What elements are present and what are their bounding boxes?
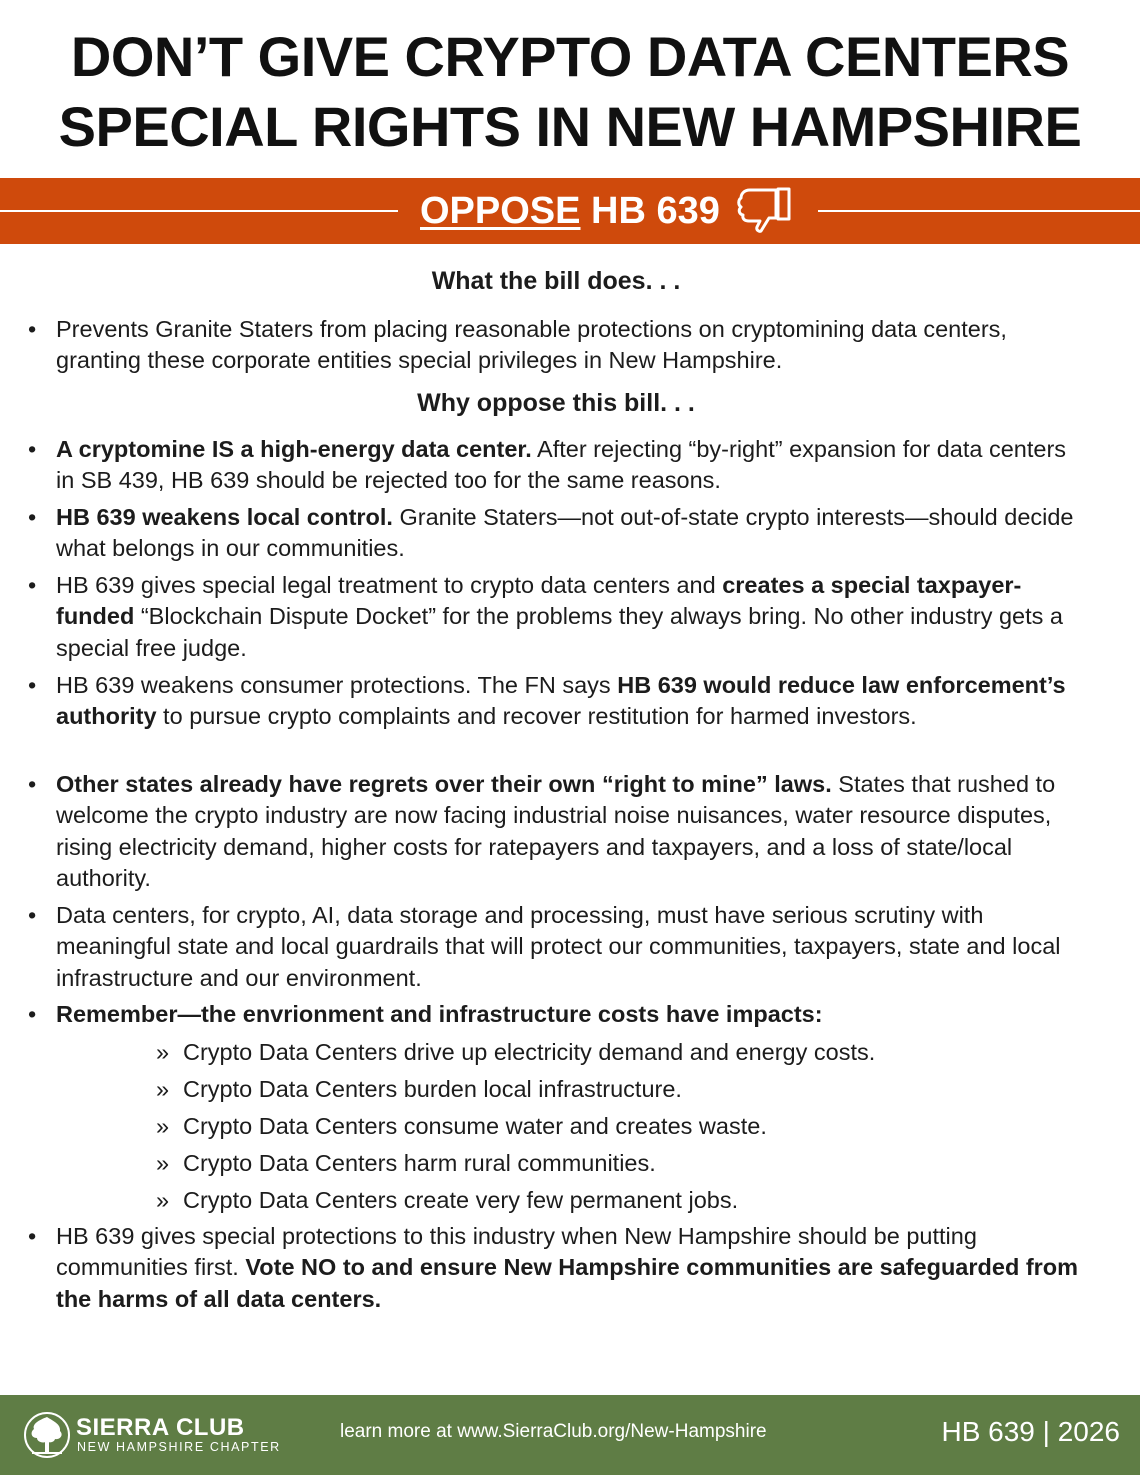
chapter-name: NEW HAMPSHIRE CHAPTER — [77, 1440, 281, 1454]
title-line-2: SPECIAL RIGHTS IN NEW HAMPSHIRE — [58, 95, 1082, 158]
bullet-bold: A cryptomine IS a high-energy data center. — [56, 436, 532, 462]
bullet-bold: creates a special taxpayer-funded — [56, 572, 1022, 630]
bullet-bold: HB 639 weakens local control. — [56, 504, 393, 530]
sub-item-text: Crypto Data Centers drive up electricity demand and energy costs. — [183, 1039, 876, 1065]
bullet-text: After rejecting “by-right” expansion for data centers in SB 439, HB 639 should be rejected too for the same reasons. — [56, 436, 1067, 494]
bullet-text: Granite Staters—not out-of-state crypto interests—should decide what belongs in our communities. — [56, 504, 1074, 562]
list-item: • A cryptomine IS a high-energy data center. After rejecting “by-right” expansion for data centers in SB 439, HB 639 should be rejected too for the same reasons. — [28, 436, 1067, 494]
learn-more-text: learn more at www.SierraClub.org/New-Hampshire — [340, 1421, 767, 1442]
list-item: • Other states already have regrets over their own “right to mine” laws. States that rushed to welcome the crypto industry are now facing industrial noise nuisances, water resource disputes, rising electricity demand, higher costs for ratepayers and taxpayers, and a loss of state/local authority. — [28, 771, 1056, 891]
bullet-text: Prevents Granite Staters from placing reasonable protections on cryptomining data centers, granting these corporate entities special privileges in New Hampshire. — [56, 316, 1007, 374]
bullet-text: Data centers, for crypto, AI, data storage and processing, must have serious scrutiny with meaningful state and local guardrails that will protect our communities, taxpayers, state and local infrastructure and our environment. — [56, 902, 1061, 991]
bullet-bold: Vote NO to and ensure New Hampshire communities are safeguarded from the harms of all data centers. — [56, 1254, 1079, 1312]
bill-year-label: HB 639 | 2026 — [941, 1416, 1120, 1447]
sub-item-text: Crypto Data Centers consume water and creates waste. — [183, 1113, 767, 1139]
tree-logo-icon — [22, 1412, 72, 1458]
section-heading-why: Why oppose this bill. . . — [417, 389, 695, 417]
bullet-text: HB 639 weakens consumer protections. The FN says — [56, 672, 618, 698]
sub-list-item: » Crypto Data Centers harm rural communities. — [156, 1150, 656, 1176]
list-item: • Remember—the envrionment and infrastructure costs have impacts: — [28, 1001, 823, 1027]
sub-list-item: » Crypto Data Centers drive up electricity demand and energy costs. — [156, 1039, 876, 1065]
banner-rule-left — [0, 210, 398, 212]
title-line-1: DON’T GIVE CRYPTO DATA CENTERS — [70, 25, 1070, 88]
bullet-bold: Remember—the envrionment and infrastructure costs have impacts: — [56, 1001, 823, 1027]
bullet-text: States that rushed to welcome the crypto industry are now facing industrial noise nuisances, water resource disputes, rising electricity demand, higher costs for ratepayers and taxpayers, and a loss of state/local authority. — [56, 771, 1056, 891]
bullet-text: to pursue crypto complaints and recover restitution for harmed investors. — [156, 703, 917, 730]
sub-list-item: » Crypto Data Centers burden local infrastructure. — [156, 1076, 682, 1102]
sub-list-item: » Crypto Data Centers create very few permanent jobs. — [156, 1187, 739, 1213]
bullet-text: HB 639 gives special protections to this industry when New Hampshire should be putting communities first. — [56, 1223, 977, 1281]
page-title — [0, 22, 1140, 162]
oppose-label: OPPOSE — [420, 190, 581, 232]
bullet-text: “Blockchain Dispute Docket” for the problems they always bring. No other industry gets a special free judge. — [56, 603, 1064, 661]
banner-rule-right — [818, 210, 1140, 212]
banner-label — [420, 189, 720, 233]
list-item: • HB 639 gives special protections to this industry when New Hampshire should be putting communities first. Vote NO to and ensure New Hampshire communities are safeguarded from the harms of all data centers. — [28, 1223, 1079, 1312]
sub-item-text: Crypto Data Centers burden local infrastructure. — [183, 1076, 682, 1102]
list-item: • HB 639 weakens local control. Granite Staters—not out-of-state crypto interests—should decide what belongs in our communities. — [28, 504, 1074, 562]
thumbs-down-icon — [736, 186, 796, 234]
sub-item-text: Crypto Data Centers create very few permanent jobs. — [183, 1187, 739, 1213]
list-item: • Data centers, for crypto, AI, data storage and processing, must have serious scrutiny with meaningful state and local guardrails that will protect our communities, taxpayers, state and local infrastructure and our environment. — [28, 900, 1088, 994]
list-item: • HB 639 weakens consumer protections. The FN says HB 639 would reduce law enforcement’s authority to pursue crypto complaints and recover restitution for harmed investors. — [28, 672, 1066, 730]
bullet-text: HB 639 gives special legal treatment to crypto data centers and — [56, 572, 723, 598]
footer — [0, 1395, 1140, 1475]
oppose-banner — [0, 178, 1140, 244]
bullet-bold: Other states already have regrets over their own “right to mine” laws. — [56, 771, 832, 797]
list-item: • HB 639 gives special legal treatment to crypto data centers and creates a special taxpayer-funded “Blockchain Dispute Docket” for the problems they always bring. No other industry gets a special free judge. — [28, 572, 1064, 661]
sub-item-text: Crypto Data Centers harm rural communities. — [183, 1150, 656, 1176]
bill-label: HB 639 — [580, 190, 720, 232]
section-heading-what: What the bill does. . . — [431, 267, 681, 295]
sub-list-item: » Crypto Data Centers consume water and creates waste. — [156, 1113, 767, 1139]
list-item: • Prevents Granite Staters from placing reasonable protections on cryptomining data centers, granting these corporate entities special privileges in New Hampshire. — [28, 314, 1088, 377]
bullet-bold: HB 639 would reduce law enforcement’s authority — [56, 672, 1066, 730]
org-name: SIERRA CLUB — [76, 1414, 245, 1441]
